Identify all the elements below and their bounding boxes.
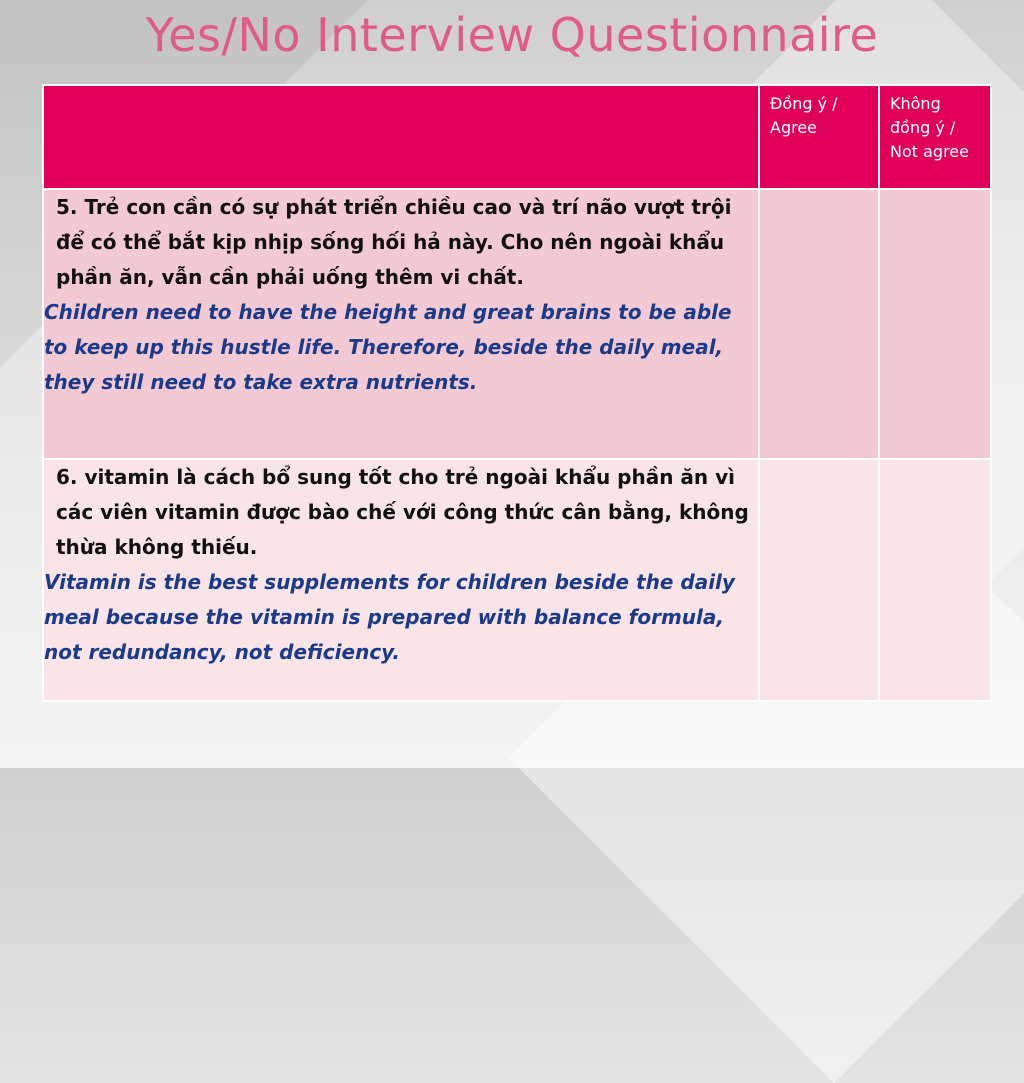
agree-answer-cell[interactable] bbox=[759, 459, 879, 701]
agree-answer-cell[interactable] bbox=[759, 189, 879, 459]
disagree-answer-cell[interactable] bbox=[879, 459, 991, 701]
header-disagree-cell bbox=[879, 85, 991, 189]
question-text-vietnamese: 5. Trẻ con cần có sự phát triển chiều cao và trí não vượt trội để có thể bắt kịp nhịp sống hối hả này. Cho nên ngoài khẩu phần ăn, vẫn cần phải uống thêm vi chất. bbox=[56, 195, 732, 289]
table-row bbox=[43, 459, 991, 701]
question-cell bbox=[43, 189, 759, 459]
question-text-vietnamese: 6. vitamin là cách bổ sung tốt cho trẻ ngoài khẩu phần ăn vì các viên vitamin được bào chế với công thức cân bằng, không thừa không thiếu. bbox=[56, 465, 749, 559]
header-agree-cell bbox=[759, 85, 879, 189]
question-cell bbox=[43, 459, 759, 701]
disagree-answer-cell[interactable] bbox=[879, 189, 991, 459]
question-text-english: Vitamin is the best supplements for children beside the daily meal because the vitamin is prepared with balance formula, not redundancy, not deficiency. bbox=[44, 570, 735, 664]
table-header-row bbox=[43, 85, 991, 189]
table-row bbox=[43, 189, 991, 459]
questionnaire-table bbox=[42, 84, 992, 702]
header-question-label bbox=[44, 86, 758, 98]
header-question-cell bbox=[43, 85, 759, 189]
header-agree-label: Đồng ý / Agree bbox=[770, 94, 838, 137]
slide-title: Yes/No Interview Questionnaire bbox=[145, 8, 879, 62]
header-disagree-label: Không đồng ý / Not agree bbox=[890, 94, 969, 161]
question-text-english: Children need to have the height and great brains to be able to keep up this hustle life. Therefore, beside the daily meal, they still need to take extra nutrients. bbox=[44, 300, 732, 394]
